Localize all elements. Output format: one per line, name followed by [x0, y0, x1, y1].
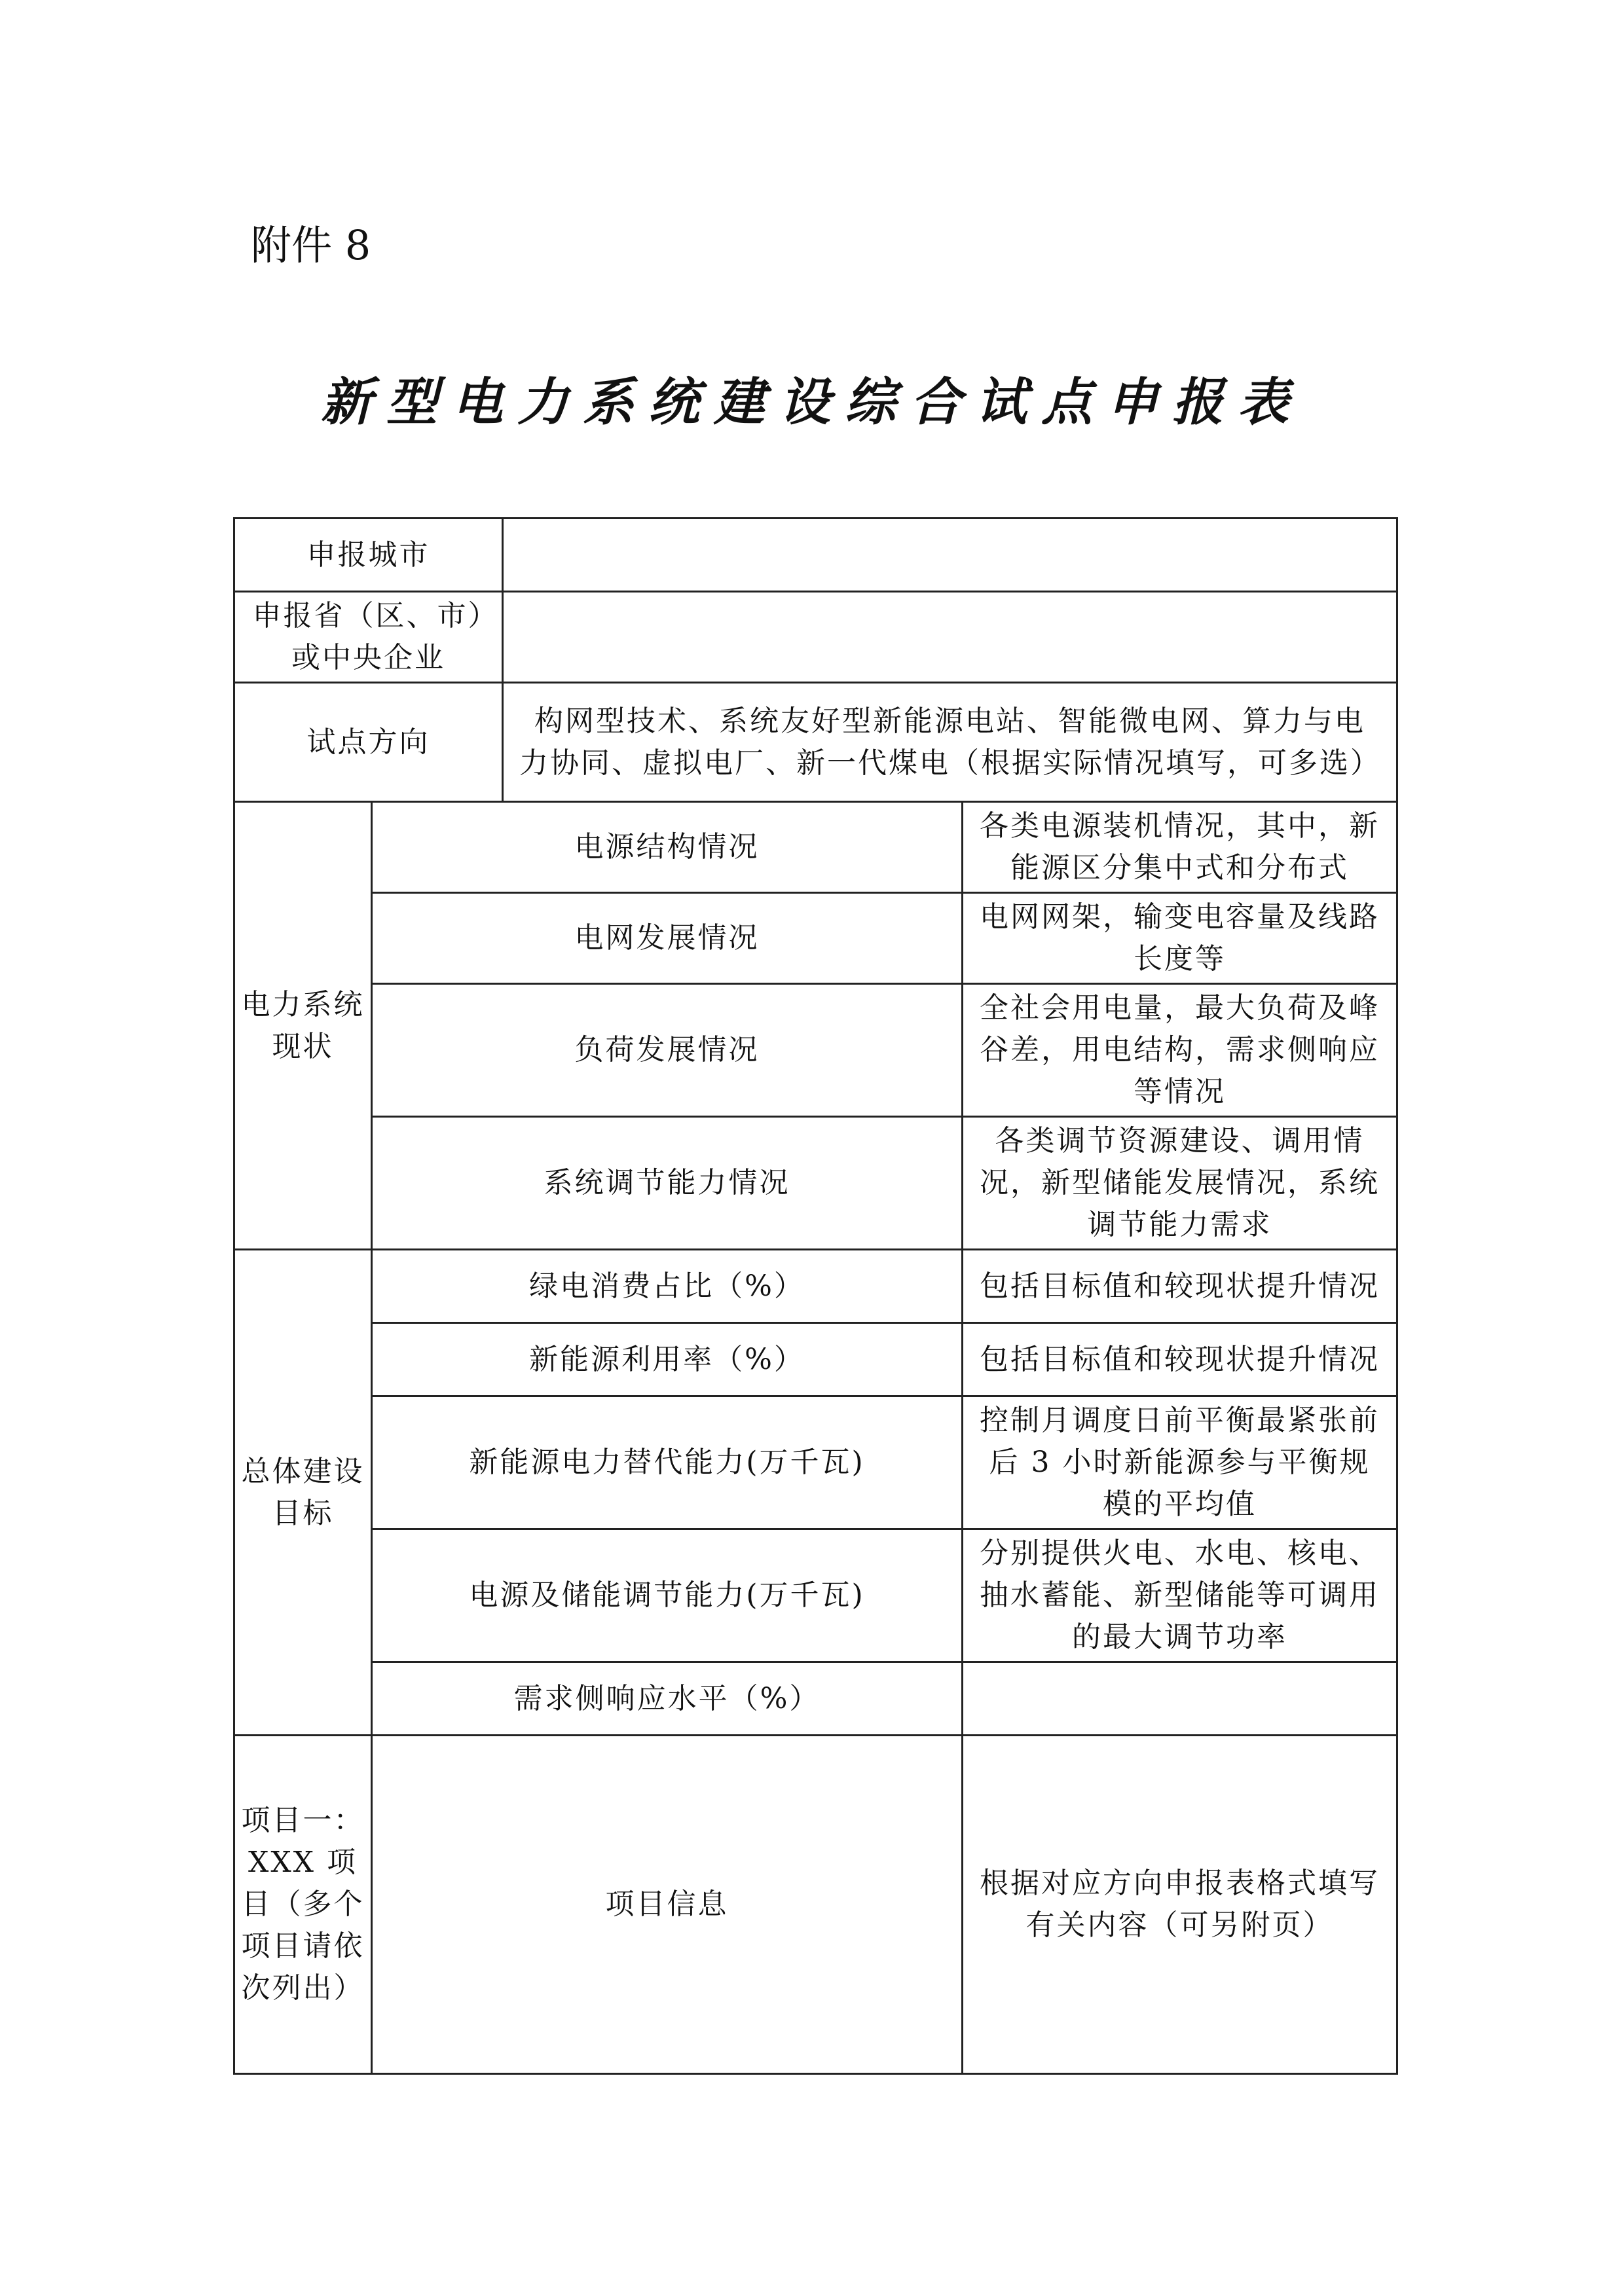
goal-item-name: 新能源利用率（%）	[372, 1323, 963, 1396]
goals-section-label: 总体建设目标	[234, 1250, 372, 1736]
goal-item-name: 新能源电力替代能力(万千瓦)	[372, 1396, 963, 1529]
attachment-label: 附件 8	[251, 221, 371, 269]
province-value-field[interactable]	[503, 592, 1397, 683]
goal-item-desc[interactable]: 包括目标值和较现状提升情况	[963, 1250, 1397, 1323]
goal-item-name: 电源及储能调节能力(万千瓦)	[372, 1529, 963, 1662]
pilot-direction-value[interactable]: 构网型技术、系统友好型新能源电站、智能微电网、算力与电力协同、虚拟电厂、新一代煤电（根据实际情况填写，可多选）	[503, 683, 1397, 802]
goal-item-desc[interactable]	[963, 1662, 1397, 1736]
status-item-name: 电源结构情况	[372, 802, 963, 893]
goal-item-name: 需求侧响应水平（%）	[372, 1662, 963, 1736]
goal-item-desc[interactable]: 分别提供火电、水电、核电、抽水蓄能、新型储能等可调用的最大调节功率	[963, 1529, 1397, 1662]
application-form-table	[233, 517, 1398, 2075]
project-row	[234, 1736, 1397, 2074]
province-label: 申报省（区、市）或中央企业	[234, 592, 503, 683]
row-city	[234, 519, 1397, 592]
status-row	[234, 984, 1397, 1117]
goal-row	[234, 1529, 1397, 1662]
goal-item-name: 绿电消费占比（%）	[372, 1250, 963, 1323]
row-pilot-direction	[234, 683, 1397, 802]
status-section-label: 电力系统现状	[234, 802, 372, 1250]
document-title: 新型电力系统建设综合试点申报表	[320, 373, 1303, 432]
project-info-label: 项目信息	[372, 1736, 963, 2074]
status-item-name: 负荷发展情况	[372, 984, 963, 1117]
goal-row	[234, 1250, 1397, 1323]
status-item-desc[interactable]: 全社会用电量，最大负荷及峰谷差，用电结构，需求侧响应等情况	[963, 984, 1397, 1117]
status-row	[234, 802, 1397, 893]
goal-item-desc[interactable]: 控制月调度日前平衡最紧张前后 3 小时新能源参与平衡规模的平均值	[963, 1396, 1397, 1529]
goal-item-desc[interactable]: 包括目标值和较现状提升情况	[963, 1323, 1397, 1396]
goal-row	[234, 1662, 1397, 1736]
city-label: 申报城市	[234, 519, 503, 592]
status-item-name: 系统调节能力情况	[372, 1117, 963, 1250]
project-info-desc[interactable]: 根据对应方向申报表格式填写有关内容（可另附页）	[963, 1736, 1397, 2074]
status-item-desc[interactable]: 各类电源装机情况，其中，新能源区分集中式和分布式	[963, 802, 1397, 893]
status-row	[234, 1117, 1397, 1250]
goal-row	[234, 1323, 1397, 1396]
project-section-label: 项目一：XXX 项目（多个项目请依次列出）	[234, 1736, 372, 2074]
status-row	[234, 893, 1397, 984]
row-province	[234, 592, 1397, 683]
status-item-desc[interactable]: 各类调节资源建设、调用情况，新型储能发展情况，系统调节能力需求	[963, 1117, 1397, 1250]
status-item-name: 电网发展情况	[372, 893, 963, 984]
goal-row	[234, 1396, 1397, 1529]
pilot-direction-label: 试点方向	[234, 683, 503, 802]
city-value-field[interactable]	[503, 519, 1397, 592]
status-item-desc[interactable]: 电网网架，输变电容量及线路长度等	[963, 893, 1397, 984]
